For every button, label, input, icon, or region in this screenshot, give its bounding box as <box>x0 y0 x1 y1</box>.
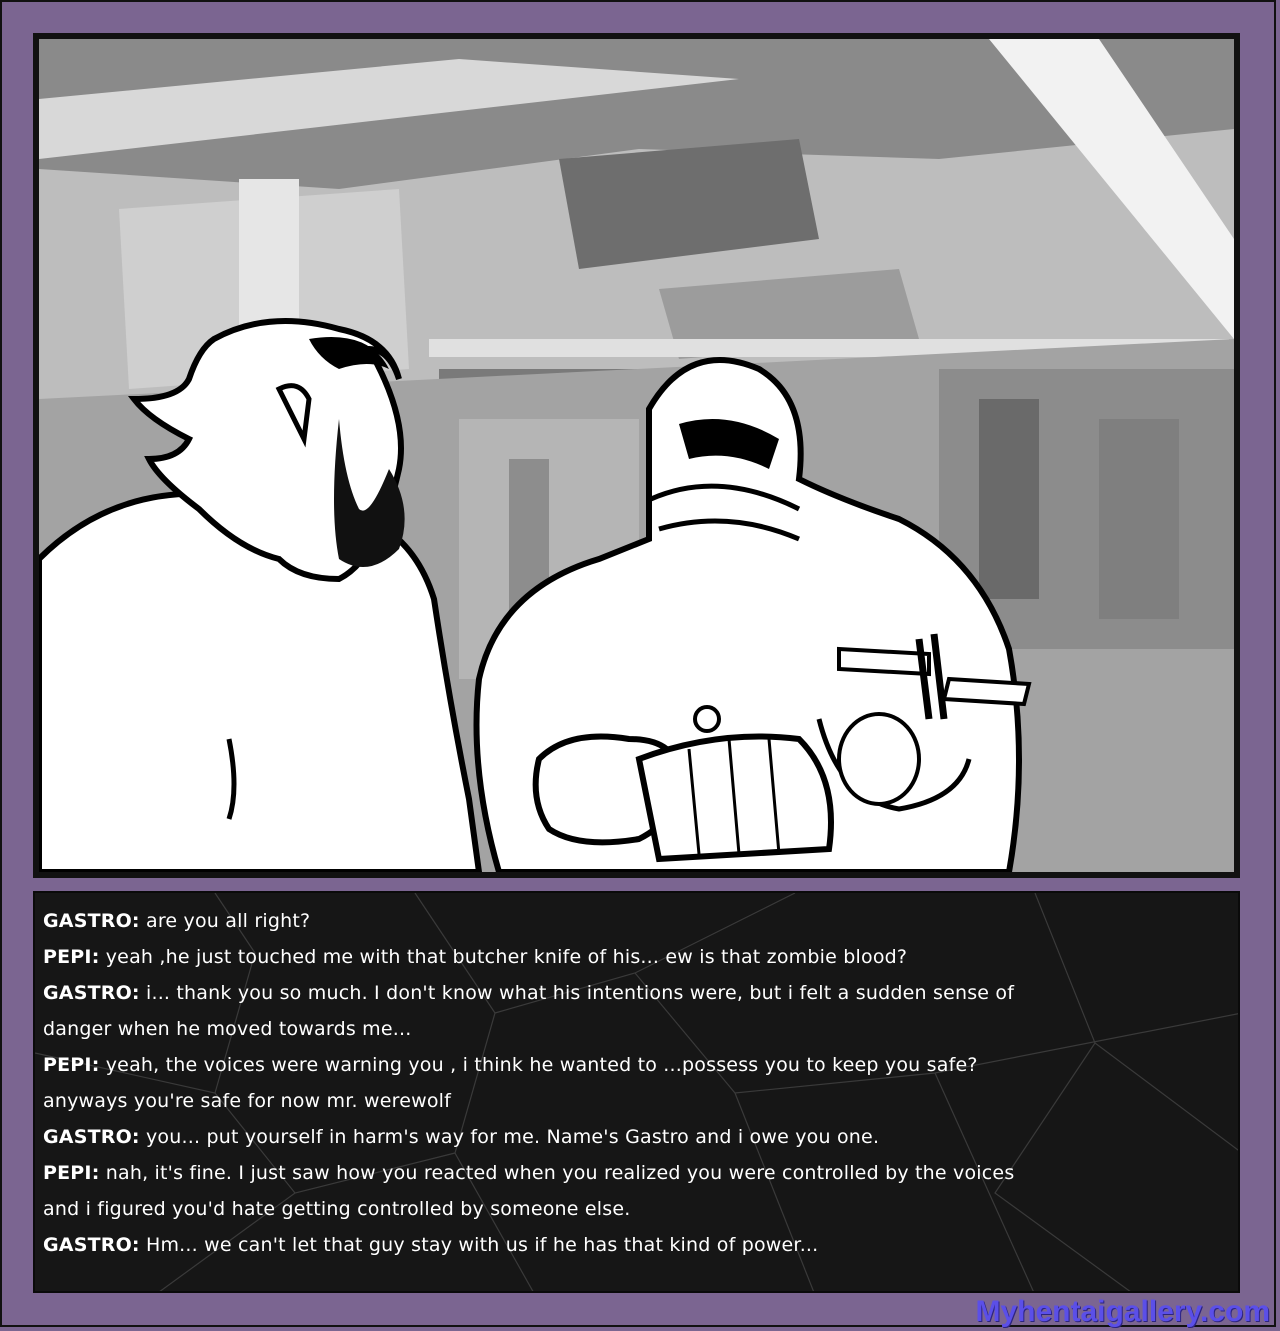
dialog-line <box>43 975 1224 1011</box>
speaker-name: PEPI: <box>43 1054 100 1076</box>
speaker-name: GASTRO: <box>43 1234 140 1256</box>
dialog-text: and i figured you'd hate getting controlled by someone else. <box>43 1198 631 1220</box>
dialog-text: i... thank you so much. I don't know what his intentions were, but i felt a sudden sense of <box>139 982 1015 1004</box>
dialog-line <box>43 1011 1224 1047</box>
dialog-box <box>33 891 1240 1293</box>
dialog-text: yeah, the voices were warning you , i think he wanted to ...possess you to keep you safe? <box>99 1054 978 1076</box>
dialog-line <box>43 1047 1224 1083</box>
comic-panel <box>33 33 1240 878</box>
dialog-line <box>43 1191 1224 1227</box>
dialog-line <box>43 1155 1224 1191</box>
dialog-line <box>43 903 1224 939</box>
speaker-name: GASTRO: <box>43 910 140 932</box>
dialog-text: Hm... we can't let that guy stay with us if he has that kind of power... <box>139 1234 819 1256</box>
dialog-line <box>43 1227 1224 1263</box>
speaker-name: GASTRO: <box>43 1126 140 1148</box>
speaker-name: GASTRO: <box>43 982 140 1004</box>
dialog-text: anyways you're safe for now mr. werewolf <box>43 1090 452 1112</box>
comic-illustration <box>39 39 1234 872</box>
watermark: Myhentaigallery.com <box>975 1295 1270 1328</box>
dialog-line <box>43 939 1224 975</box>
speaker-name: PEPI: <box>43 1162 100 1184</box>
dialog-text: you... put yourself in harm's way for me. Name's Gastro and i owe you one. <box>139 1126 880 1148</box>
speaker-name: PEPI: <box>43 946 100 968</box>
dialog-text: yeah ,he just touched me with that butcher knife of his... ew is that zombie blood? <box>99 946 908 968</box>
dialog-lines <box>43 903 1224 1263</box>
dialog-text: nah, it's fine. I just saw how you reacted when you realized you were controlled by the voices <box>99 1162 1015 1184</box>
dialog-text: danger when he moved towards me... <box>43 1018 412 1040</box>
dialog-line <box>43 1119 1224 1155</box>
dialog-text: are you all right? <box>139 910 311 932</box>
dialog-line <box>43 1083 1224 1119</box>
